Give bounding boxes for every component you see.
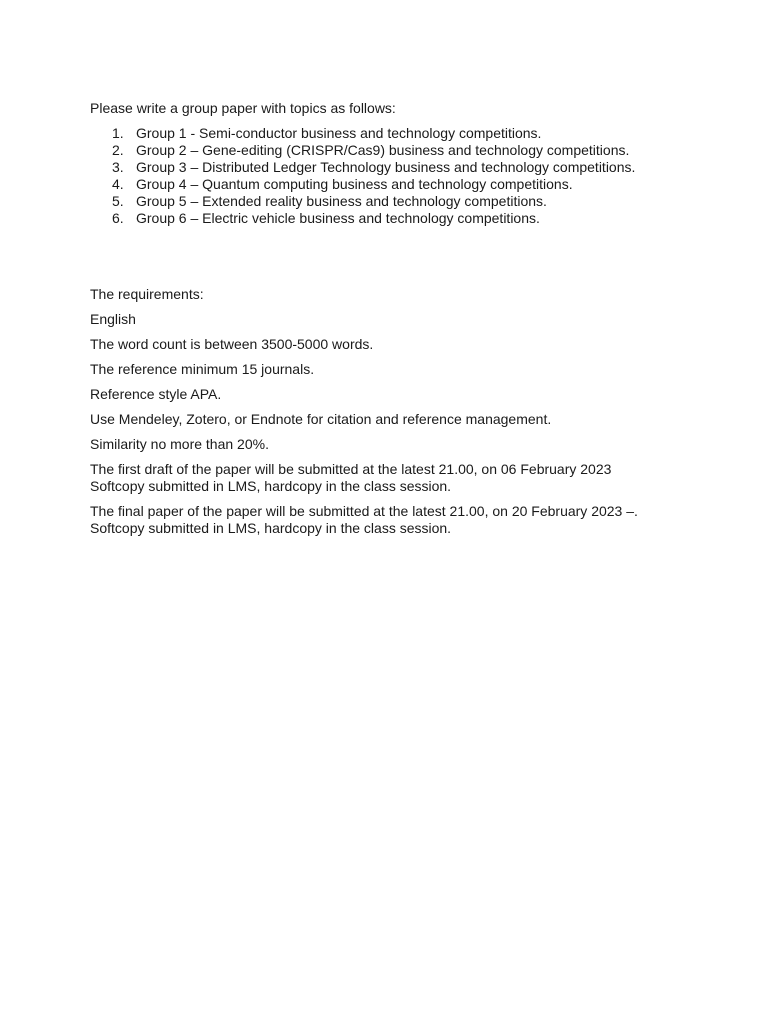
topic-item-6	[90, 210, 730, 227]
topic-number: 6.	[112, 210, 124, 226]
requirement-language: English	[90, 311, 136, 327]
topic-number: 1.	[112, 125, 124, 141]
requirement-word-count: The word count is between 3500-5000 words.	[90, 336, 374, 352]
final-paper-line-1: The final paper of the paper will be submitted at the latest 21.00, on 20 February 2023 –.	[90, 503, 638, 519]
final-paper-deadline	[90, 503, 730, 537]
topic-number: 3.	[112, 159, 124, 175]
topic-number: 2.	[112, 142, 124, 158]
topics-list	[90, 125, 730, 227]
requirement-citation-tools: Use Mendeley, Zotero, or Endnote for citation and reference management.	[90, 411, 552, 427]
first-draft-line-1: The first draft of the paper will be submitted at the latest 21.00, on 06 February 2023	[90, 461, 612, 477]
topic-item-5	[90, 193, 730, 210]
topic-number: 4.	[112, 176, 124, 192]
requirement-similarity: Similarity no more than 20%.	[90, 436, 269, 452]
final-paper-line-2: Softcopy submitted in LMS, hardcopy in the class session.	[90, 520, 452, 536]
requirements-heading: The requirements:	[90, 286, 204, 302]
topic-item-3	[90, 159, 730, 176]
requirement-references: The reference minimum 15 journals.	[90, 361, 315, 377]
document-body	[90, 100, 730, 545]
topic-text: Group 5 – Extended reality business and technology competitions.	[136, 193, 547, 209]
topic-item-4	[90, 176, 730, 193]
requirement-reference-style: Reference style APA.	[90, 386, 222, 402]
topic-text: Group 4 – Quantum computing business and technology competitions.	[136, 176, 573, 192]
topic-item-2	[90, 142, 730, 159]
topic-text: Group 2 – Gene-editing (CRISPR/Cas9) business and technology competitions.	[136, 142, 630, 158]
topic-text: Group 3 – Distributed Ledger Technology business and technology competitions.	[136, 159, 636, 175]
intro-text: Please write a group paper with topics as follows:	[90, 100, 396, 116]
topic-text: Group 1 - Semi-conductor business and technology competitions.	[136, 125, 542, 141]
topic-number: 5.	[112, 193, 124, 209]
topic-text: Group 6 – Electric vehicle business and technology competitions.	[136, 210, 540, 226]
first-draft-line-2: Softcopy submitted in LMS, hardcopy in the class session.	[90, 478, 452, 494]
requirements-section	[90, 286, 730, 537]
topic-item-1	[90, 125, 730, 142]
first-draft-deadline	[90, 461, 730, 495]
